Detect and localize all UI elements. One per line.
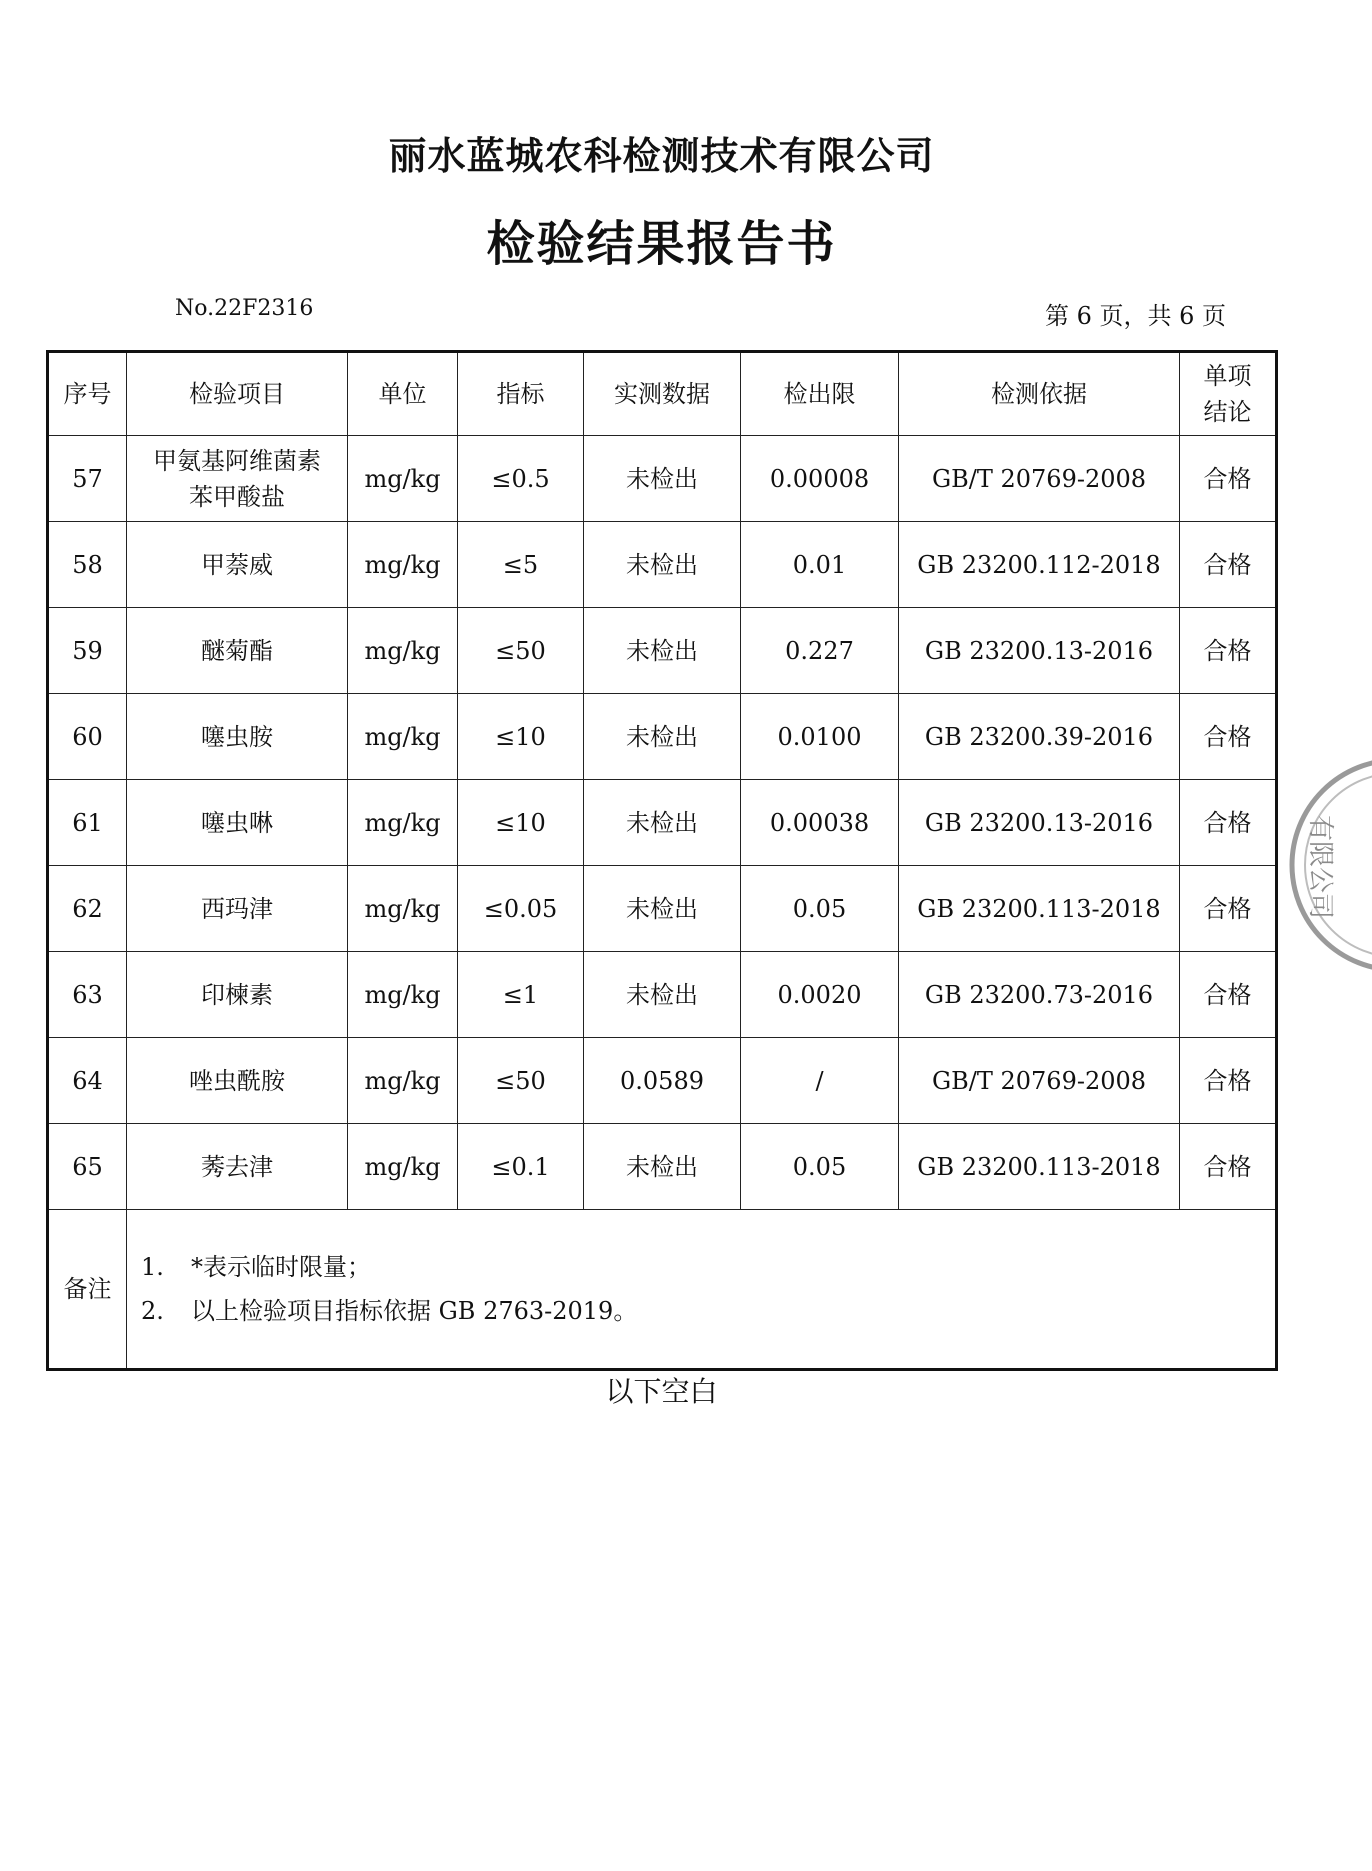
cell-detection-limit: 0.0020 (741, 952, 899, 1038)
cell-detection-limit: 0.00008 (741, 436, 899, 522)
cell-detection-limit: 0.00038 (741, 780, 899, 866)
report-number: No.22F2316 (175, 296, 314, 321)
cell-conclusion: 合格 (1180, 608, 1277, 694)
cell-limit: ≤0.05 (458, 866, 584, 952)
header-measured: 实测数据 (584, 352, 741, 436)
cell-detection-limit: 0.227 (741, 608, 899, 694)
remark-number: 2. (141, 1297, 164, 1325)
cell-detection-limit: 0.05 (741, 1124, 899, 1210)
header-conclusion-line2: 结论 (1203, 398, 1252, 426)
cell-seq: 64 (48, 1038, 127, 1124)
header-conclusion-line1: 单项 (1203, 362, 1252, 390)
cell-detection-limit: 0.05 (741, 866, 899, 952)
cell-limit: ≤5 (458, 522, 584, 608)
cell-limit: ≤50 (458, 1038, 584, 1124)
header-item: 检验项目 (127, 352, 348, 436)
cell-detection-limit: 0.01 (741, 522, 899, 608)
cell-seq: 60 (48, 694, 127, 780)
cell-measured: 未检出 (584, 608, 741, 694)
cell-measured: 未检出 (584, 694, 741, 780)
cell-item (127, 436, 348, 522)
cell-method: GB 23200.39-2016 (899, 694, 1180, 780)
cell-conclusion: 合格 (1180, 694, 1277, 780)
remark-number: 1. (141, 1253, 164, 1281)
cell-limit: ≤10 (458, 694, 584, 780)
cell-seq: 57 (48, 436, 127, 522)
remarks-content (127, 1210, 1277, 1370)
cell-unit: mg/kg (348, 694, 458, 780)
cell-item: 西玛津 (127, 866, 348, 952)
company-seal-stamp (1282, 755, 1372, 975)
table-header-row (48, 352, 1277, 436)
cell-item: 印楝素 (127, 952, 348, 1038)
header-unit: 单位 (348, 352, 458, 436)
cell-seq: 59 (48, 608, 127, 694)
cell-conclusion: 合格 (1180, 436, 1277, 522)
table-row (48, 1124, 1277, 1210)
cell-unit: mg/kg (348, 608, 458, 694)
blank-below-note: 以下空白 (605, 1375, 718, 1408)
table-row (48, 1038, 1277, 1124)
cell-measured: 未检出 (584, 952, 741, 1038)
cell-item: 噻虫啉 (127, 780, 348, 866)
cell-item: 噻虫胺 (127, 694, 348, 780)
cell-measured: 未检出 (584, 436, 741, 522)
header-seq: 序号 (48, 352, 127, 436)
cell-conclusion: 合格 (1180, 1124, 1277, 1210)
table-row (48, 694, 1277, 780)
seal-text: 有限公司 (1305, 815, 1335, 920)
table-row (48, 866, 1277, 952)
cell-method: GB 23200.13-2016 (899, 780, 1180, 866)
cell-limit: ≤1 (458, 952, 584, 1038)
company-name: 丽水蓝城农科检测技术有限公司 (388, 134, 935, 178)
cell-unit: mg/kg (348, 436, 458, 522)
cell-method: GB/T 20769-2008 (899, 436, 1180, 522)
cell-seq: 65 (48, 1124, 127, 1210)
remark-text: 以上检验项目指标依据 GB 2763-2019。 (191, 1297, 638, 1325)
cell-limit: ≤0.5 (458, 436, 584, 522)
cell-unit: mg/kg (348, 866, 458, 952)
cell-unit: mg/kg (348, 952, 458, 1038)
results-table (46, 350, 1278, 1371)
cell-item-line2: 苯甲酸盐 (189, 482, 285, 511)
cell-conclusion: 合格 (1180, 1038, 1277, 1124)
cell-item: 甲萘威 (127, 522, 348, 608)
remark-item (141, 1289, 1275, 1333)
header-conclusion (1180, 352, 1277, 436)
cell-detection-limit: 0.0100 (741, 694, 899, 780)
cell-method: GB 23200.73-2016 (899, 952, 1180, 1038)
cell-conclusion: 合格 (1180, 952, 1277, 1038)
cell-detection-limit: / (741, 1038, 899, 1124)
cell-method: GB/T 20769-2008 (899, 1038, 1180, 1124)
table-row (48, 436, 1277, 522)
table-row (48, 780, 1277, 866)
remarks-label: 备注 (48, 1210, 127, 1370)
cell-method: GB 23200.113-2018 (899, 1124, 1180, 1210)
cell-seq: 62 (48, 866, 127, 952)
cell-seq: 63 (48, 952, 127, 1038)
cell-measured: 未检出 (584, 522, 741, 608)
remarks-row (48, 1210, 1277, 1370)
cell-method: GB 23200.112-2018 (899, 522, 1180, 608)
cell-seq: 58 (48, 522, 127, 608)
cell-conclusion: 合格 (1180, 866, 1277, 952)
cell-method: GB 23200.13-2016 (899, 608, 1180, 694)
remark-text: *表示临时限量； (191, 1253, 371, 1281)
cell-measured: 未检出 (584, 780, 741, 866)
cell-unit: mg/kg (348, 522, 458, 608)
cell-item: 醚菊酯 (127, 608, 348, 694)
cell-unit: mg/kg (348, 1038, 458, 1124)
cell-measured: 0.0589 (584, 1038, 741, 1124)
cell-limit: ≤0.1 (458, 1124, 584, 1210)
cell-method: GB 23200.113-2018 (899, 866, 1180, 952)
table-row (48, 522, 1277, 608)
cell-unit: mg/kg (348, 1124, 458, 1210)
report-title: 检验结果报告书 (486, 216, 837, 272)
cell-limit: ≤10 (458, 780, 584, 866)
cell-measured: 未检出 (584, 866, 741, 952)
page-indicator: 第 6 页，共 6 页 (1044, 302, 1226, 330)
table-row (48, 608, 1277, 694)
cell-conclusion: 合格 (1180, 522, 1277, 608)
cell-unit: mg/kg (348, 780, 458, 866)
cell-seq: 61 (48, 780, 127, 866)
header-detection-limit: 检出限 (741, 352, 899, 436)
cell-limit: ≤50 (458, 608, 584, 694)
header-method: 检测依据 (899, 352, 1180, 436)
cell-item: 唑虫酰胺 (127, 1038, 348, 1124)
remark-item (141, 1245, 1275, 1289)
table-row (48, 952, 1277, 1038)
cell-conclusion: 合格 (1180, 780, 1277, 866)
cell-measured: 未检出 (584, 1124, 741, 1210)
cell-item: 莠去津 (127, 1124, 348, 1210)
header-limit: 指标 (458, 352, 584, 436)
cell-item-line1: 甲氨基阿维菌素 (153, 446, 321, 475)
